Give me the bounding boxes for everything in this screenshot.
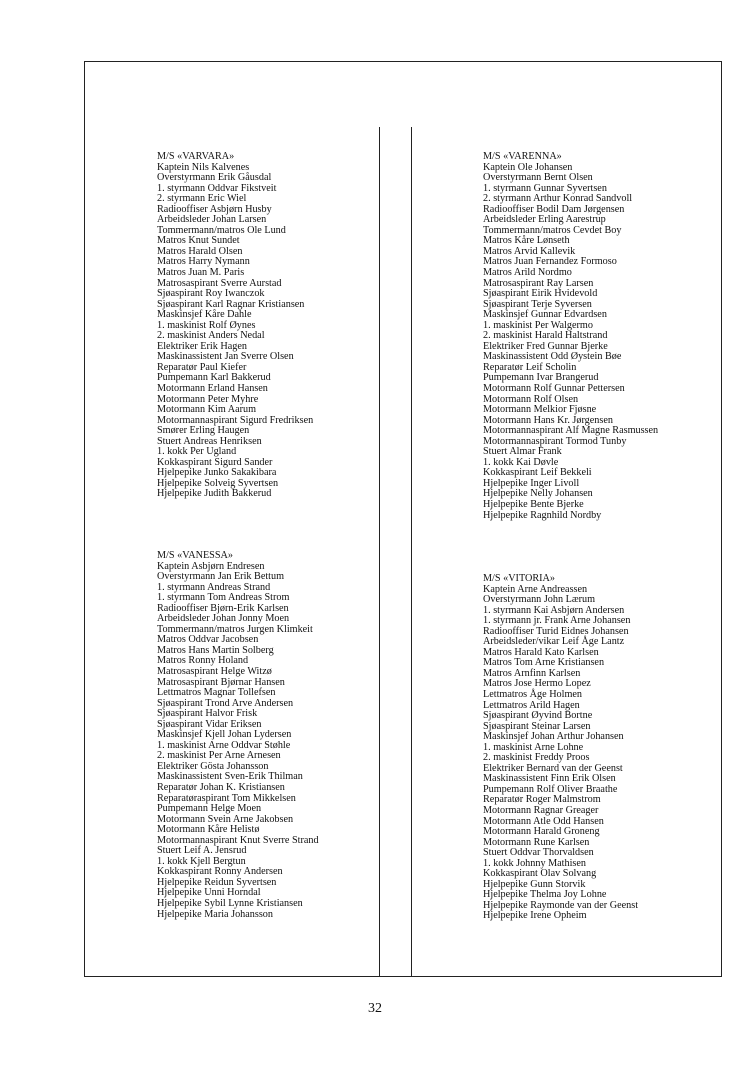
crew-member: Motormann Rolf Gunnar Pettersen [483, 382, 625, 394]
crew-member: Motormann Peter Myhre [157, 393, 259, 405]
crew-member: 1. maskinist Arne Oddvar Støhle [157, 739, 291, 751]
crew-member: Maskinassistent Finn Erik Olsen [483, 773, 616, 785]
crew-member: 1. kokk Johnny Mathisen [483, 857, 587, 869]
crew-member: Maskinassistent Sven-Erik Thilman [157, 771, 303, 783]
crew-member: Hjelpepike Maria Johansson [157, 908, 273, 920]
crew-member: Motormannaspirant Sigurd Fredriksen [157, 414, 314, 426]
crew-member: Motormann Kim Aarum [157, 404, 257, 416]
crew-member: Kokkaspirant Olav Solvang [483, 868, 597, 880]
crew-member: Lettmatros Arild Hagen [483, 699, 580, 711]
crew-member: 2. styrmann Arthur Konrad Sandvoll [483, 193, 633, 205]
crew-list-varenna [483, 163, 658, 522]
crew-member: Radiooffiser Bjørn-Erik Karlsen [157, 602, 289, 614]
crew-member: Pumpemann Karl Bakkerud [157, 372, 271, 384]
crew-member: Matrosaspirant Ray Larsen [483, 277, 594, 289]
crew-member: Motormann Harald Groneng [483, 826, 600, 838]
crew-member: Hjelpepike Sybil Lynne Kristiansen [157, 898, 303, 909]
crew-member: 1. styrmann Tom Andreas Strom [157, 592, 290, 604]
crew-member: Tommermann/matros Cevdet Boy [483, 224, 622, 236]
crew-member: Hjelpepike Thelma Joy Lohne [483, 889, 607, 901]
crew-member: 1. kokk Per Ugland [157, 446, 237, 458]
crew-member: Matros Arnfinn Karlsen [483, 667, 581, 679]
crew-member: Elektriker Erik Hagen [157, 340, 247, 352]
crew-member: Lettmatros Magnar Tollefsen [157, 687, 276, 699]
crew-member: Maskinassistent Jan Sverre Olsen [157, 351, 294, 363]
crew-member: Pumpemann Ivar Brangerud [483, 372, 599, 384]
crew-member: Overstyrmann John Lærum [483, 594, 596, 606]
crew-member: Matros Arild Nordmo [483, 266, 572, 278]
crew-list-varvara [157, 163, 313, 501]
crew-member: Kokkaspirant Leif Bekkeli [483, 467, 592, 479]
crew-member: Sjøaspirant Eirik Hvidevold [483, 288, 598, 300]
crew-member: Matros Oddvar Jacobsen [157, 634, 259, 646]
crew-member: 1. kokk Kjell Bergtun [157, 855, 246, 867]
crew-member: Elektriker Bernard van der Geenst [483, 762, 623, 774]
crew-member: 1. styrmann jr. Frank Arne Johansen [483, 615, 631, 627]
crew-member: Sjøaspirant Terje Syversen [483, 298, 592, 310]
crew-member: Motormann Melkior Fjøsne [483, 404, 597, 416]
ship-title-vanessa: M/S «VANESSA» [157, 550, 233, 561]
crew-member: Maskinassistent Odd Øystein Bøe [483, 351, 622, 363]
crew-member: Kaptein Nils Kalvenes [157, 161, 250, 173]
crew-member: Kokkaspirant Sigurd Sander [157, 456, 273, 468]
left-column-divider [379, 127, 380, 977]
crew-member: Radiooffiser Asbjørn Husby [157, 203, 272, 215]
crew-member: Sjøaspirant Karl Ragnar Kristiansen [157, 298, 305, 310]
crew-member: Stuert Leif A. Jensrud [157, 845, 247, 857]
ship-title-varenna: M/S «VARENNA» [483, 151, 562, 162]
crew-member: Maskinsjef Johan Arthur Johansen [483, 731, 624, 743]
crew-member: Hjelpepike Nelly Johansen [483, 488, 593, 500]
crew-member: Smører Erling Haugen [157, 425, 250, 437]
crew-member: Maskinsjef Kjell Johan Lydersen [157, 729, 292, 741]
crew-member: Motormann Atle Odd Hansen [483, 815, 604, 827]
crew-member: Matros Harald Olsen [157, 245, 243, 257]
crew-member: Hjelpepike Junko Sakakibara [157, 467, 277, 479]
crew-member: Sjøaspirant Halvor Frisk [157, 708, 258, 720]
crew-member: Hjelpepike Solveig Syvertsen [157, 477, 279, 489]
crew-member: Sjøaspirant Vidar Eriksen [157, 718, 262, 730]
crew-member: Hjelpepike Judith Bakkerud [157, 488, 272, 500]
crew-member: Kaptein Arne Andreassen [483, 583, 588, 595]
crew-member: 1. maskinist Rolf Øynes [157, 319, 256, 331]
crew-member: 1. styrmann Gunnar Syvertsen [483, 182, 607, 194]
crew-list-vitoria [483, 585, 638, 923]
crew-member: Matros Tom Arne Kristiansen [483, 657, 605, 669]
crew-member: Matros Harald Kato Karlsen [483, 646, 599, 658]
crew-member: Radiooffiser Bodil Dam Jørgensen [483, 203, 625, 215]
crew-member: Matrosaspirant Sverre Aurstad [157, 277, 282, 289]
crew-member: Hjelpepike Reidun Syvertsen [157, 876, 277, 888]
crew-member: Sjøaspirant Trond Arve Andersen [157, 697, 294, 709]
crew-member: Motormann Hans Kr. Jørgensen [483, 414, 613, 426]
crew-member: Reparatør Roger Malmstrom [483, 794, 601, 806]
right-column-divider [411, 127, 412, 977]
crew-member: Matros Juan M. Paris [157, 266, 245, 278]
crew-member: Motormann Rune Karlsen [483, 836, 590, 848]
crew-member: 2. maskinist Freddy Proos [483, 752, 590, 764]
crew-member: Matrosaspirant Bjørnar Hansen [157, 676, 285, 688]
ship-title-vitoria: M/S «VITORIA» [483, 573, 555, 584]
crew-member: Matros Jose Hermo Lopez [483, 678, 591, 690]
crew-member: Stuert Almar Frank [483, 446, 562, 458]
crew-member: Overstyrmann Bernt Olsen [483, 172, 593, 184]
crew-member: Kaptein Ole Johansen [483, 161, 573, 173]
crew-member: Tommermann/matros Ole Lund [157, 224, 286, 236]
crew-member: Matros Hans Martin Solberg [157, 644, 274, 656]
crew-member: Reparatøraspirant Tom Mikkelsen [157, 792, 296, 804]
crew-member: 2. maskinist Per Arne Arnesen [157, 750, 281, 762]
crew-member: Kokkaspirant Ronny Andersen [157, 866, 283, 878]
crew-member: Elektriker Fred Gunnar Bjerke [483, 340, 608, 352]
crew-list-vanessa [157, 562, 319, 921]
crew-member: Matros Kåre Lønseth [483, 235, 570, 247]
crew-member: Hjelpepike Raymonde van der Geenst [483, 899, 639, 911]
crew-member: Motormannaspirant Tormod Tunby [483, 435, 627, 447]
crew-member: Reparatør Leif Scholin [483, 361, 577, 373]
crew-member: Kaptein Asbjørn Endresen [157, 560, 265, 572]
crew-member: 1. styrmann Andreas Strand [157, 581, 271, 593]
crew-member: 2. maskinist Harald Haltstrand [483, 330, 608, 342]
crew-member: Matros Knut Sundet [157, 235, 240, 247]
ship-title-varvara: M/S «VARVARA» [157, 151, 235, 162]
crew-member: Reparatør Paul Kiefer [157, 361, 247, 373]
crew-member: Radiooffiser Turid Eidnes Johansen [483, 625, 629, 637]
crew-member: Overstyrmann Jan Erik Bettum [157, 571, 285, 583]
crew-member: Overstyrmann Erik Gåusdal [157, 172, 272, 184]
crew-member: Maskinsjef Gunnar Edvardsen [483, 309, 607, 321]
crew-member: 1. kokk Kai Døvle [483, 456, 559, 468]
crew-member: 2. maskinist Anders Nedal [157, 330, 265, 342]
crew-member: Hjelpepike Gunn Storvik [483, 878, 586, 890]
crew-member: Sjøaspirant Roy Iwanczok [157, 288, 265, 300]
crew-member: Motormann Rolf Olsen [483, 393, 579, 405]
crew-member: Motormann Ragnar Greager [483, 804, 599, 816]
crew-member: Sjøaspirant Steinar Larsen [483, 720, 591, 732]
crew-member: Motormannaspirant Knut Sverre Strand [157, 834, 319, 846]
crew-member: Arbeidsleder/vikar Leif Åge Lantz [483, 636, 625, 648]
crew-member: Pumpemann Helge Moen [157, 803, 262, 815]
crew-member: Maskinsjef Kåre Dahle [157, 309, 252, 321]
crew-member: Matros Juan Fernandez Formoso [483, 256, 617, 268]
crew-member: Stuert Oddvar Thorvaldsen [483, 847, 594, 859]
crew-member: Hjelpepike Unni Horndal [157, 887, 261, 899]
crew-member: Sjøaspirant Øyvind Bortne [483, 710, 593, 722]
crew-member: 2. styrmann Eric Wiel [157, 193, 247, 205]
crew-member: 1. maskinist Per Walgermo [483, 319, 593, 331]
crew-member: Motormann Erland Hansen [157, 382, 268, 394]
crew-member: Arbeidsleder Erling Aarestrup [483, 214, 606, 226]
crew-member: 1. styrmann Kai Asbjørn Andersen [483, 604, 625, 616]
crew-member: Matrosaspirant Helge Witzø [157, 665, 272, 677]
crew-member: Stuert Andreas Henriksen [157, 435, 262, 447]
crew-member: Matros Arvid Kallevik [483, 245, 576, 257]
crew-member: Motormann Svein Arne Jakobsen [157, 813, 294, 825]
crew-member: Pumpemann Rolf Oliver Braathe [483, 783, 618, 795]
crew-member: Elektriker Gösta Johansson [157, 760, 269, 772]
crew-member: 1. maskinist Arne Lohne [483, 741, 584, 753]
crew-member: Motormann Kåre Helistø [157, 824, 260, 836]
crew-member: Lettmatros Åge Holmen [483, 688, 583, 700]
crew-member: Hjelpepike Bente Bjerke [483, 499, 584, 510]
crew-member: Tommermann/matros Jurgen Klimkeit [157, 623, 313, 635]
crew-member: Hjelpepike Inger Livoll [483, 477, 580, 489]
crew-member: 1. styrmann Oddvar Fikstveit [157, 182, 277, 194]
crew-member: Motormannaspirant Alf Magne Rasmussen [483, 425, 659, 437]
crew-member: Arbeidsleder Johan Jonny Moen [157, 613, 290, 625]
crew-member: Hjelpepike Ragnhild Nordby [483, 509, 602, 521]
crew-member: Reparatør Johan K. Kristiansen [157, 781, 285, 793]
crew-member: Matros Ronny Holand [157, 655, 249, 667]
crew-member: Matros Harry Nymann [157, 256, 250, 268]
page-number: 32 [368, 1001, 382, 1016]
crew-member: Hjelpepike Irene Opheim [483, 910, 587, 922]
crew-member: Arbeidsleder Johan Larsen [157, 214, 267, 226]
